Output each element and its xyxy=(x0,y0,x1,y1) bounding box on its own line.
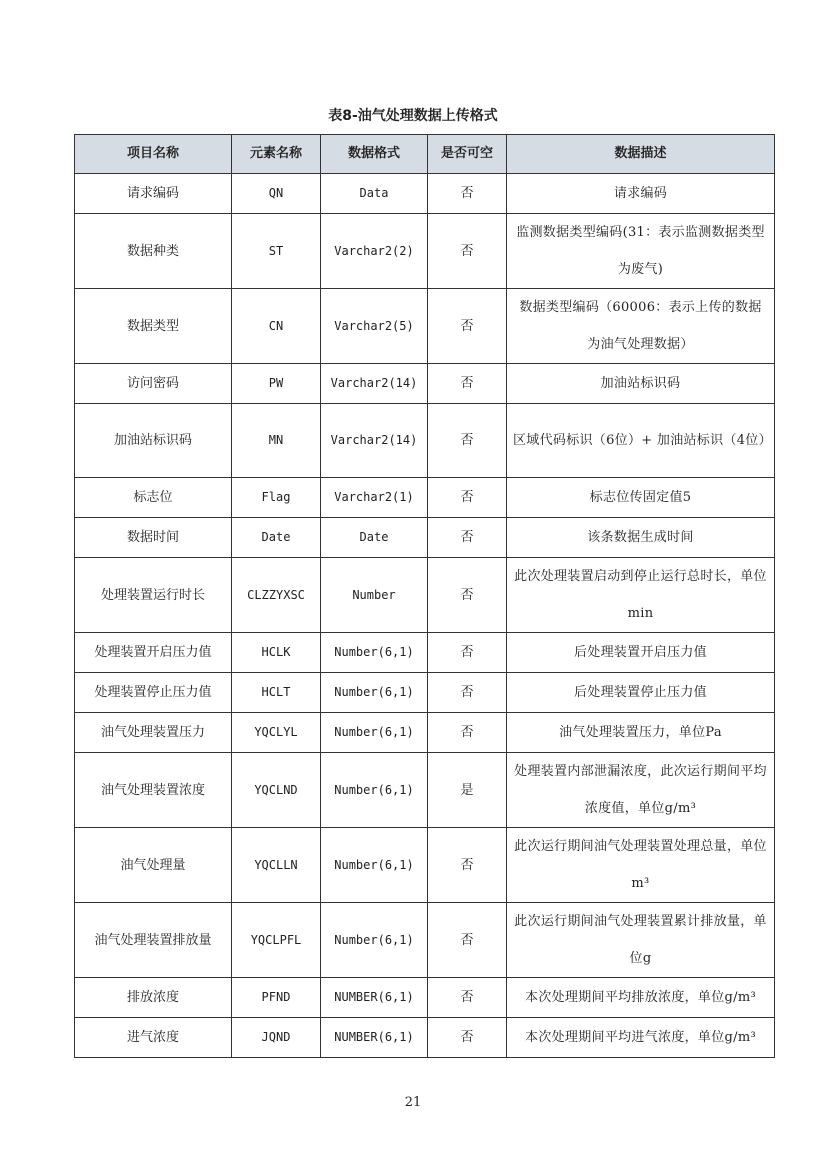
cell-item: 油气处理装置压力 xyxy=(75,713,232,753)
table-row xyxy=(75,633,775,673)
cell-element: Date xyxy=(232,518,321,558)
cell-description: 加油站标识码 xyxy=(507,364,775,404)
table-row xyxy=(75,364,775,404)
header-item-name: 项目名称 xyxy=(75,135,232,174)
cell-item: 排放浓度 xyxy=(75,978,232,1018)
cell-item: 处理装置开启压力值 xyxy=(75,633,232,673)
cell-nullable: 否 xyxy=(428,673,507,713)
cell-format: Number(6,1) xyxy=(321,713,428,753)
header-nullable: 是否可空 xyxy=(428,135,507,174)
cell-nullable: 是 xyxy=(428,753,507,828)
cell-element: Flag xyxy=(232,478,321,518)
cell-description: 此次处理装置启动到停止运行总时长，单位min xyxy=(507,558,775,633)
cell-item: 处理装置停止压力值 xyxy=(75,673,232,713)
cell-item: 进气浓度 xyxy=(75,1018,232,1058)
cell-description: 此次运行期间油气处理装置累计排放量，单位g xyxy=(507,903,775,978)
cell-element: HCLK xyxy=(232,633,321,673)
table-row xyxy=(75,903,775,978)
cell-element: YQCLPFL xyxy=(232,903,321,978)
table-row xyxy=(75,978,775,1018)
cell-nullable: 否 xyxy=(428,478,507,518)
cell-format: Varchar2(14) xyxy=(321,404,428,478)
cell-format: NUMBER(6,1) xyxy=(321,1018,428,1058)
cell-element: PFND xyxy=(232,978,321,1018)
cell-nullable: 否 xyxy=(428,404,507,478)
table-row xyxy=(75,214,775,289)
table-row xyxy=(75,404,775,478)
cell-element: CLZZYXSC xyxy=(232,558,321,633)
cell-item: 数据时间 xyxy=(75,518,232,558)
table-row xyxy=(75,518,775,558)
cell-element: MN xyxy=(232,404,321,478)
cell-nullable: 否 xyxy=(428,978,507,1018)
cell-format: Number(6,1) xyxy=(321,753,428,828)
cell-item: 访问密码 xyxy=(75,364,232,404)
cell-format: Data xyxy=(321,174,428,214)
cell-nullable: 否 xyxy=(428,558,507,633)
table-row xyxy=(75,713,775,753)
cell-nullable: 否 xyxy=(428,633,507,673)
cell-nullable: 否 xyxy=(428,364,507,404)
cell-element: ST xyxy=(232,214,321,289)
cell-description: 区域代码标识（6位）+ 加油站标识（4位） xyxy=(507,404,775,478)
table-row xyxy=(75,753,775,828)
table-row xyxy=(75,174,775,214)
cell-nullable: 否 xyxy=(428,828,507,903)
cell-item: 油气处理装置浓度 xyxy=(75,753,232,828)
cell-item: 油气处理装置排放量 xyxy=(75,903,232,978)
cell-item: 标志位 xyxy=(75,478,232,518)
table-row xyxy=(75,828,775,903)
cell-description: 油气处理装置压力，单位Pa xyxy=(507,713,775,753)
cell-format: Varchar2(5) xyxy=(321,289,428,364)
table-row xyxy=(75,1018,775,1058)
cell-nullable: 否 xyxy=(428,174,507,214)
cell-description: 请求编码 xyxy=(507,174,775,214)
cell-description: 标志位传固定值5 xyxy=(507,478,775,518)
table-row xyxy=(75,673,775,713)
cell-format: Number(6,1) xyxy=(321,903,428,978)
cell-format: Varchar2(14) xyxy=(321,364,428,404)
cell-description: 处理装置内部泄漏浓度，此次运行期间平均浓度值，单位g/m³ xyxy=(507,753,775,828)
header-element-name: 元素名称 xyxy=(232,135,321,174)
cell-element: QN xyxy=(232,174,321,214)
table-header-row xyxy=(75,135,775,174)
cell-item: 油气处理量 xyxy=(75,828,232,903)
table-row xyxy=(75,289,775,364)
cell-nullable: 否 xyxy=(428,1018,507,1058)
cell-description: 该条数据生成时间 xyxy=(507,518,775,558)
cell-description: 本次处理期间平均进气浓度，单位g/m³ xyxy=(507,1018,775,1058)
cell-element: CN xyxy=(232,289,321,364)
page-number: 21 xyxy=(404,1095,422,1110)
cell-item: 数据类型 xyxy=(75,289,232,364)
cell-format: Number xyxy=(321,558,428,633)
cell-description: 本次处理期间平均排放浓度，单位g/m³ xyxy=(507,978,775,1018)
table-row xyxy=(75,478,775,518)
cell-item: 数据种类 xyxy=(75,214,232,289)
cell-description: 监测数据类型编码(31：表示监测数据类型为废气) xyxy=(507,214,775,289)
cell-element: YQCLYL xyxy=(232,713,321,753)
cell-format: Varchar2(1) xyxy=(321,478,428,518)
cell-nullable: 否 xyxy=(428,289,507,364)
cell-description: 数据类型编码（60006：表示上传的数据为油气处理数据） xyxy=(507,289,775,364)
data-format-table xyxy=(74,134,775,1058)
cell-element: YQCLLN xyxy=(232,828,321,903)
cell-element: HCLT xyxy=(232,673,321,713)
cell-element: YQCLND xyxy=(232,753,321,828)
cell-item: 加油站标识码 xyxy=(75,404,232,478)
table-title: 表8-油气处理数据上传格式 xyxy=(328,108,498,124)
cell-description: 此次运行期间油气处理装置处理总量，单位m³ xyxy=(507,828,775,903)
cell-description: 后处理装置开启压力值 xyxy=(507,633,775,673)
cell-item: 处理装置运行时长 xyxy=(75,558,232,633)
cell-format: Date xyxy=(321,518,428,558)
cell-element: JQND xyxy=(232,1018,321,1058)
cell-nullable: 否 xyxy=(428,518,507,558)
header-data-format: 数据格式 xyxy=(321,135,428,174)
cell-item: 请求编码 xyxy=(75,174,232,214)
cell-format: Varchar2(2) xyxy=(321,214,428,289)
cell-nullable: 否 xyxy=(428,713,507,753)
cell-format: Number(6,1) xyxy=(321,673,428,713)
cell-element: PW xyxy=(232,364,321,404)
cell-nullable: 否 xyxy=(428,214,507,289)
cell-description: 后处理装置停止压力值 xyxy=(507,673,775,713)
cell-nullable: 否 xyxy=(428,903,507,978)
cell-format: Number(6,1) xyxy=(321,633,428,673)
cell-format: Number(6,1) xyxy=(321,828,428,903)
cell-format: NUMBER(6,1) xyxy=(321,978,428,1018)
header-description: 数据描述 xyxy=(507,135,775,174)
table-row xyxy=(75,558,775,633)
